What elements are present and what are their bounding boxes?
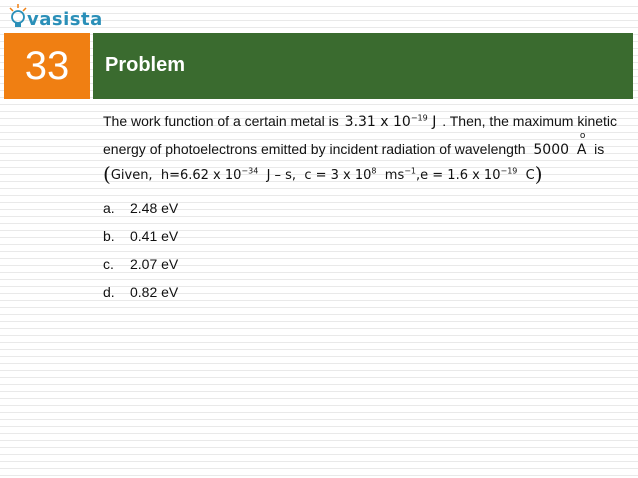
option-b[interactable]: b. 0.41 eV	[103, 228, 179, 244]
page-title: Problem	[105, 54, 186, 76]
given-constants: (Given, h=6.62 x $10^{-34}$ J – s, c = 3 x $10^8$ $ms^{-1},e = 1.6$ x $10^{-19}$ C)	[103, 162, 543, 186]
question-line-2: energy of photoelectrons emitted by incident radiation of wavelength 5000 o A is	[103, 141, 604, 158]
question-line-1: The work function of a certain metal is 3.31 x $10^{-19}$ J . Then, the maximum kinetic	[103, 113, 618, 130]
work-function-value: 3.31 x $10^{-19}$ J	[344, 113, 437, 130]
option-a[interactable]: a. 2.48 eV	[103, 200, 179, 216]
problem-number: 33	[4, 33, 90, 99]
title-bar	[93, 33, 633, 99]
vasista-logo	[5, 3, 115, 33]
logo-text: vasista	[27, 9, 103, 30]
wavelength-value: 5000	[533, 142, 570, 158]
lightbulb-icon	[8, 3, 28, 31]
option-d[interactable]: d. 0.82 eV	[103, 284, 179, 300]
angstrom-unit: o A	[577, 142, 587, 158]
option-c[interactable]: c. 2.07 eV	[103, 256, 179, 272]
